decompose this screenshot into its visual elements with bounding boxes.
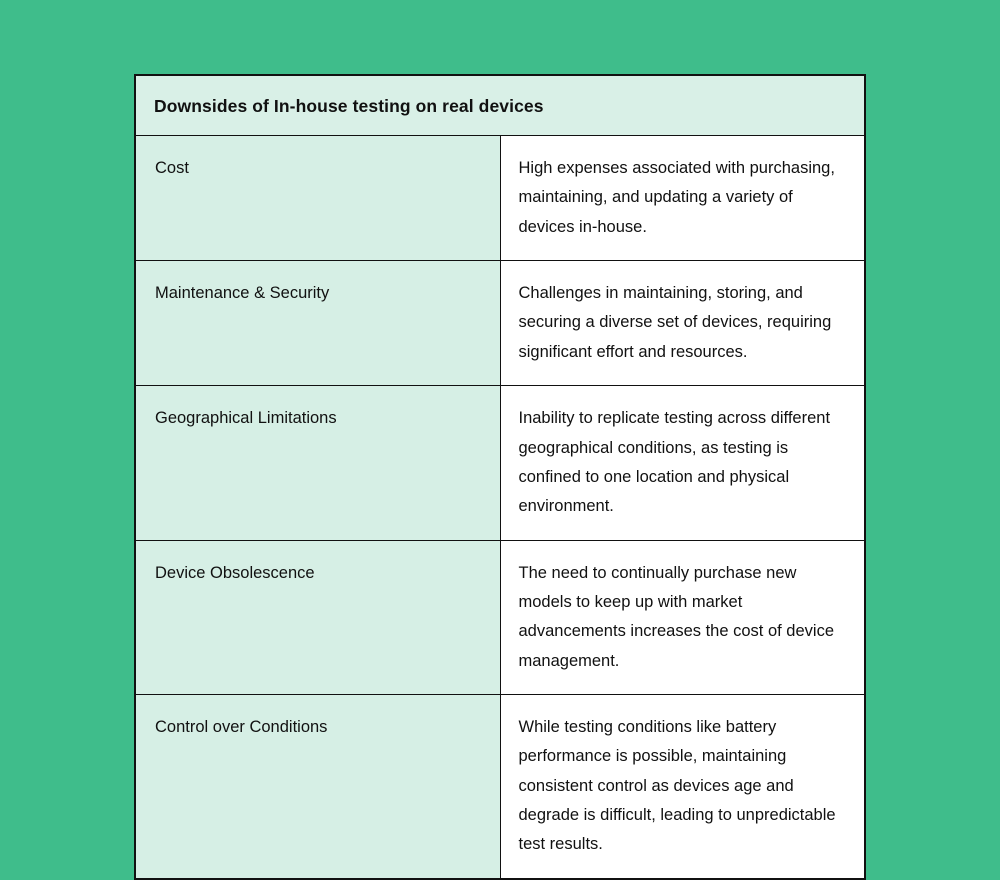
row-description: Challenges in maintaining, storing, and securing a diverse set of devices, requiring significant effort and resources. bbox=[500, 261, 865, 386]
row-description: The need to continually purchase new models to keep up with market advancements increases the cost of device management. bbox=[500, 540, 865, 694]
table-body bbox=[136, 136, 865, 879]
row-label: Device Obsolescence bbox=[136, 540, 501, 694]
table-header-row bbox=[136, 76, 865, 136]
row-description: While testing conditions like battery performance is possible, maintaining consistent control as devices age and degrade is difficult, leading to unpredictable test results. bbox=[500, 695, 865, 879]
table-row bbox=[136, 695, 865, 879]
comparison-table-container bbox=[134, 74, 866, 880]
table-title: Downsides of In-house testing on real devices bbox=[136, 76, 865, 136]
row-label: Maintenance & Security bbox=[136, 261, 501, 386]
table-head bbox=[136, 76, 865, 136]
table-row bbox=[136, 540, 865, 694]
table-row bbox=[136, 386, 865, 540]
row-label: Cost bbox=[136, 136, 501, 261]
row-label: Control over Conditions bbox=[136, 695, 501, 879]
table-row bbox=[136, 261, 865, 386]
row-description: Inability to replicate testing across different geographical conditions, as testing is confined to one location and physical environment. bbox=[500, 386, 865, 540]
table-row bbox=[136, 136, 865, 261]
downsides-table bbox=[135, 75, 865, 879]
row-description: High expenses associated with purchasing, maintaining, and updating a variety of devices in-house. bbox=[500, 136, 865, 261]
row-label: Geographical Limitations bbox=[136, 386, 501, 540]
